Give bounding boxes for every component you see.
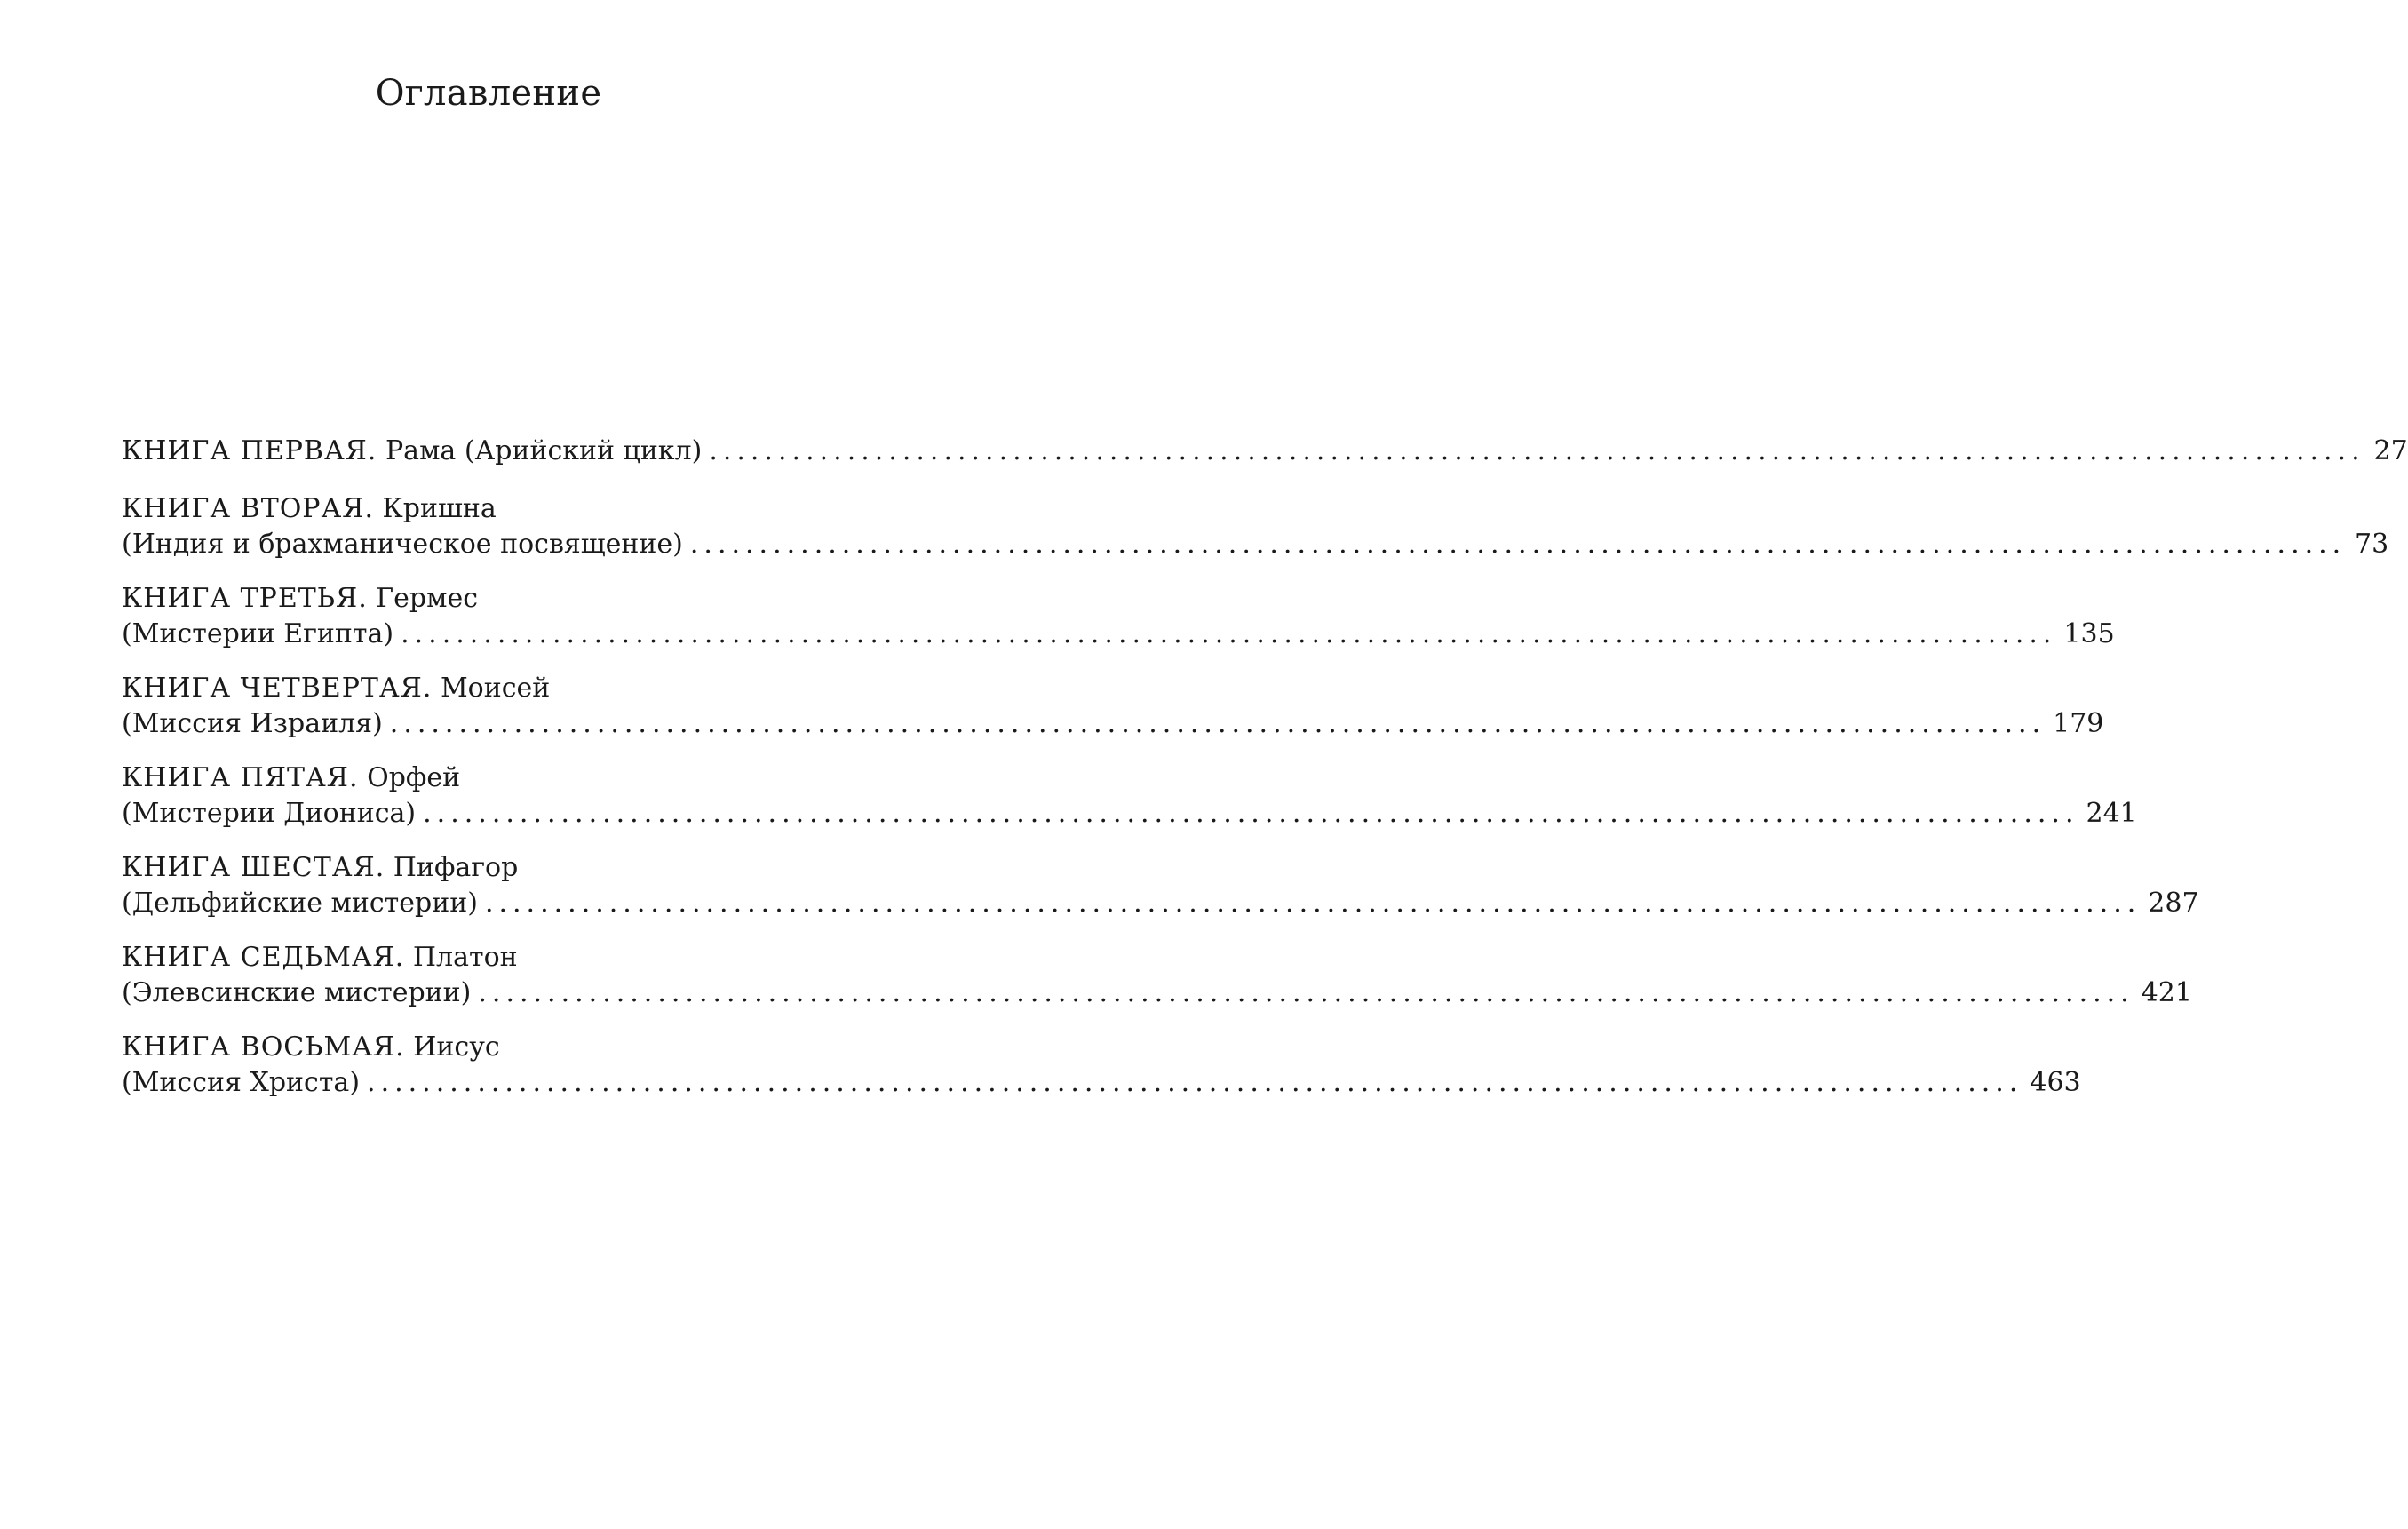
book-name: Пифагор	[393, 852, 519, 883]
book-name: Орфей	[367, 762, 461, 793]
toc-entry-heading	[122, 491, 854, 527]
page-number: 179	[2053, 708, 2104, 739]
page-number: 73	[2355, 529, 2389, 560]
toc-entry-line	[122, 617, 2115, 652]
book-number: КНИГА ШЕСТАЯ.	[122, 852, 385, 883]
book-subtitle: (Миссия Христа)	[122, 1067, 361, 1098]
toc-entry-heading	[122, 940, 854, 976]
dot-leader: ........................................................................................................................	[478, 977, 2134, 1008]
book-number: КНИГА ВТОРАЯ.	[122, 493, 374, 524]
toc-entry-book-7[interactable]	[122, 940, 2192, 1011]
dot-leader: ........................................................................................................................	[484, 888, 2142, 919]
book-subtitle: (Мистерии Египта)	[122, 618, 394, 649]
book-name: Кришна	[382, 493, 497, 524]
book-number: КНИГА ВОСЬМАЯ.	[122, 1031, 405, 1063]
toc-entry-line	[122, 527, 2389, 562]
book-subtitle: (Элевсинские мистерии)	[122, 977, 472, 1008]
book-number: КНИГА ПЯТАЯ.	[122, 762, 359, 793]
page-number: 27	[2373, 435, 2408, 466]
dot-leader: ........................................................................................................................	[689, 529, 2347, 560]
toc-entry-heading	[122, 434, 702, 469]
book-name: Гермес	[376, 583, 479, 614]
toc-entry-book-4[interactable]	[122, 671, 2104, 742]
toc-entry-line	[122, 434, 2408, 469]
toc-entry-heading	[122, 1030, 854, 1065]
toc-entry-book-8[interactable]	[122, 1030, 2081, 1101]
dot-leader: ........................................................................................................................	[423, 798, 2079, 829]
toc-entry-heading	[122, 850, 854, 886]
book-subtitle: (Мистерии Диониса)	[122, 798, 417, 829]
toc-entry-heading	[122, 761, 854, 796]
toc-entry-line	[122, 706, 2104, 742]
dot-leader: ........................................................................................................................	[401, 618, 2057, 649]
toc-entry-line	[122, 796, 2137, 832]
dot-leader: ........................................................................................................................	[367, 1067, 2023, 1098]
toc-entry-line	[122, 1065, 2081, 1101]
toc-entry-book-3[interactable]	[122, 581, 2115, 652]
dot-leader: ........................................................................................................................	[389, 708, 2046, 739]
book-subtitle: (Дельфийские мистерии)	[122, 888, 478, 919]
toc-entry-book-1[interactable]	[122, 434, 2408, 469]
book-number: КНИГА ЧЕТВЕРТАЯ.	[122, 673, 433, 704]
book-subtitle: (Индия и брахманическое посвящение)	[122, 529, 683, 560]
toc-entry-line	[122, 976, 2192, 1011]
book-number: КНИГА СЕДЬМАЯ.	[122, 942, 405, 973]
page-number: 241	[2086, 798, 2137, 829]
page-number: 287	[2148, 888, 2199, 919]
book-number: КНИГА ПЕРВАЯ.	[122, 435, 377, 466]
book-name: Иисус	[413, 1031, 500, 1063]
page-number: 463	[2030, 1067, 2081, 1098]
book-name: Моисей	[440, 673, 551, 704]
book-number: КНИГА ТРЕТЬЯ.	[122, 583, 368, 614]
toc-entry-line	[122, 886, 2199, 921]
toc-entry-book-6[interactable]	[122, 850, 2199, 921]
toc-entry-book-5[interactable]	[122, 761, 2137, 832]
book-name: Рама (Арийский цикл)	[385, 435, 703, 466]
toc-entry-heading	[122, 581, 854, 617]
page-number: 135	[2063, 618, 2115, 649]
page-number: 421	[2141, 977, 2192, 1008]
toc-entry-heading	[122, 671, 854, 706]
toc-entry-book-2[interactable]	[122, 491, 2389, 562]
table-of-contents	[122, 434, 2408, 1119]
dot-leader: ........................................................................................................................	[709, 435, 2365, 466]
book-name: Платон	[412, 942, 518, 973]
book-subtitle: (Миссия Израиля)	[122, 708, 383, 739]
page-title: Оглавление	[375, 73, 602, 114]
